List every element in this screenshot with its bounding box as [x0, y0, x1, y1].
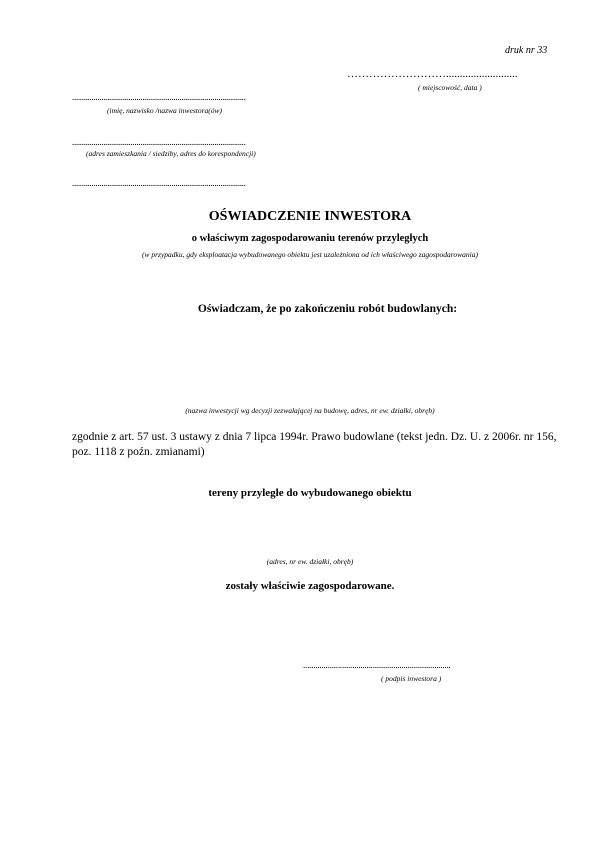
subtitle-note: (w przypadku, gdy eksploatacja wybudowanego obiektu jest uzależniona od ich właściwego zagospodarowania) [142, 250, 478, 259]
conclusion-text: zostały właściwie zagospodarowane. [225, 580, 395, 592]
signature-caption: ( podpis inwestora ) [381, 674, 442, 683]
extra-line[interactable]: ......................................................................................... [72, 178, 246, 188]
signature-line[interactable]: ........................................................................ [303, 660, 451, 670]
declaration-heading: Oświadczam, że po zakończeniu robót budowlanych: [197, 303, 458, 315]
place-date-line[interactable]: ……………………….......................... [347, 68, 518, 80]
form-number: druk nr 33 [505, 45, 548, 56]
document-subtitle: o właściwym zagospodarowaniu terenów przyległych [191, 233, 429, 244]
investor-name-caption: (imię, nazwisko /nazwa inwestora(ów) [107, 106, 223, 115]
investor-name-line[interactable]: ......................................................................................... [72, 92, 246, 102]
address-line[interactable]: ......................................................................................... [72, 137, 246, 147]
adjacent-caption: (adres, nr ew. działki, obręb) [266, 557, 354, 566]
place-date-caption: ( miejscowość, data ) [418, 83, 482, 92]
adjacent-areas-heading: tereny przyległe do wybudowanego obiektu [208, 487, 412, 499]
legal-basis-text: zgodnie z art. 57 ust. 3 ustawy z dnia 7 lipca 1994r. Prawo budowlane (tekst jedn. Dz. U. z 2006r. nr 156, poz. 1118 z poźn. zmianami) [72, 431, 557, 458]
document-title: OŚWIADCZENIE INWESTORA [208, 209, 412, 224]
address-caption: (adres zamieszkania / siedziby, adres do korespondencji) [86, 149, 256, 158]
investment-caption: (nazwa inwestycji wg decyzji zezwalającej na budowę, adres, nr ew. działki, obręb) [185, 406, 435, 415]
